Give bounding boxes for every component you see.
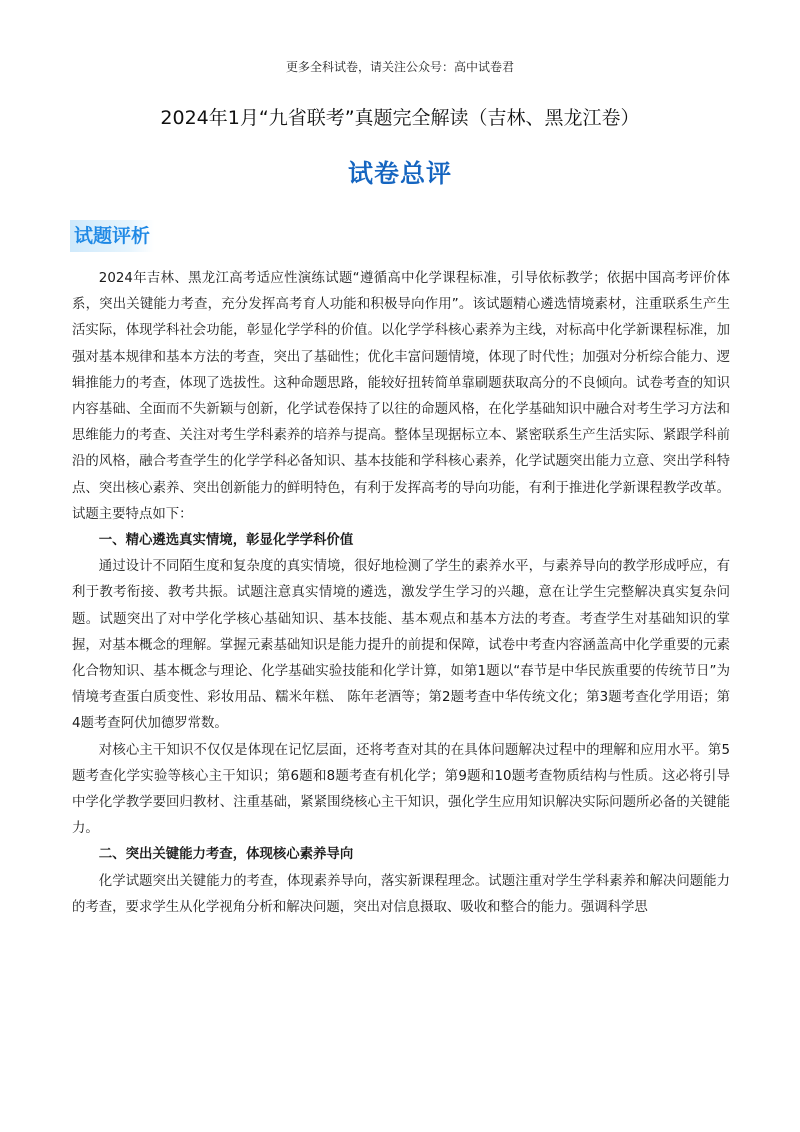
paragraph-4: 化学试题突出关键能力的考查，体现素养导向，落实新课程理念。试题注重对学生学科素养和解决问题能力的考查，要求学生从化学视角分析和解决问题，突出对信息摄取、吸收和整合的能力。强调科学思 <box>72 873 730 915</box>
paragraph-3: 对核心主干知识不仅仅是体现在记忆层面，还将考查对其的在具体问题解决过程中的理解和应用水平。第5题考查化学实验等核心主干知识；第6题和8题考查有机化学；第9题和10题考查物质结构与性质。这必将引导中学化学教学要回归教材、注重基础，紧紧围绕核心主干知识，强化学生应用知识解决实际问题所必备的关键能力。 <box>72 742 730 837</box>
promo-note: 更多全科试卷，请关注公众号：高中试卷君 <box>285 60 514 74</box>
section-title: 试卷总评 <box>347 159 452 188</box>
paragraph-intro: 2024年吉林、黑龙江高考适应性演练试题“遵循高中化学课程标准，引导依标教学；依据中国高考评价体系，突出关键能力考查，充分发挥高考育人功能和积极导向作用”。该试题精心遴选情境素材，注重联系生产生活实际，体现学科社会功能，彰显化学学科的价值。以化学学科核心素养为主线，对标高中化学新课程标准，加强对基本规律和基本方法的考查，突出了基础性；优化丰富问题情境，体现了时代性；加强对分析综合能力、逻辑推能力的考查，体现了选拔性。这种命题思路，能较好扭转简单靠刷题获取高分的不良倾向。试卷考查的知识内容基础、全面而不失新颖与创新，化学试卷保持了以往的命题风格，在化学基础知识中融合对考生学习方法和思维能力的考查、关注对考生学科素养的培养与提高。整体呈现据标立本、紧密联系生产生活实际、紧跟学科前沿的风格，融合考查学生的化学学科必备知识、基本技能和学科核心素养，化学试题突出能力立意、突出学科特点、突出核心素养、突出创新能力的鲜明特色，有利于发挥高考的导向功能，有利于推进化学新课程教学改革。试题主要特点如下： <box>72 271 730 522</box>
document-title: 2024年1月“九省联考”真题完全解读（吉林、黑龙江卷） <box>160 107 640 129</box>
subsection-heading: 试题评析 <box>70 220 154 252</box>
paragraph-2: 通过设计不同陌生度和复杂度的真实情境，很好地检测了学生的素养水平，与素养导向的教学形成呼应，有利于教考衔接、教考共振。试题注意真实情境的遴选，激发学生学习的兴趣，意在让学生完整解决真实复杂问题。试题突出了对中学化学核心基础知识、基本技能、基本观点和基本方法的考查。考查学生对基础知识的掌握，对基本概念的理解。掌握元素基础知识是能力提升的前提和保障，试卷中考查内容涵盖高中化学重要的元素化合物知识、基本概念与理论、化学基础实验技能和化学计算，如第1题以“春节是中华民族重要的传统节日”为情境考查蛋白质变性、彩妆用品、糯米年糕、 陈年老酒等；第2题考查中华传统文化；第3题考查化学用语；第4题考查阿伏加德罗常数。 <box>72 559 730 732</box>
body-text <box>72 266 730 921</box>
point-heading-1: 一、精心遴选真实情境，彰显化学学科价值 <box>98 533 354 549</box>
point-heading-2: 二、突出关键能力考查，体现核心素养导向 <box>98 847 354 863</box>
